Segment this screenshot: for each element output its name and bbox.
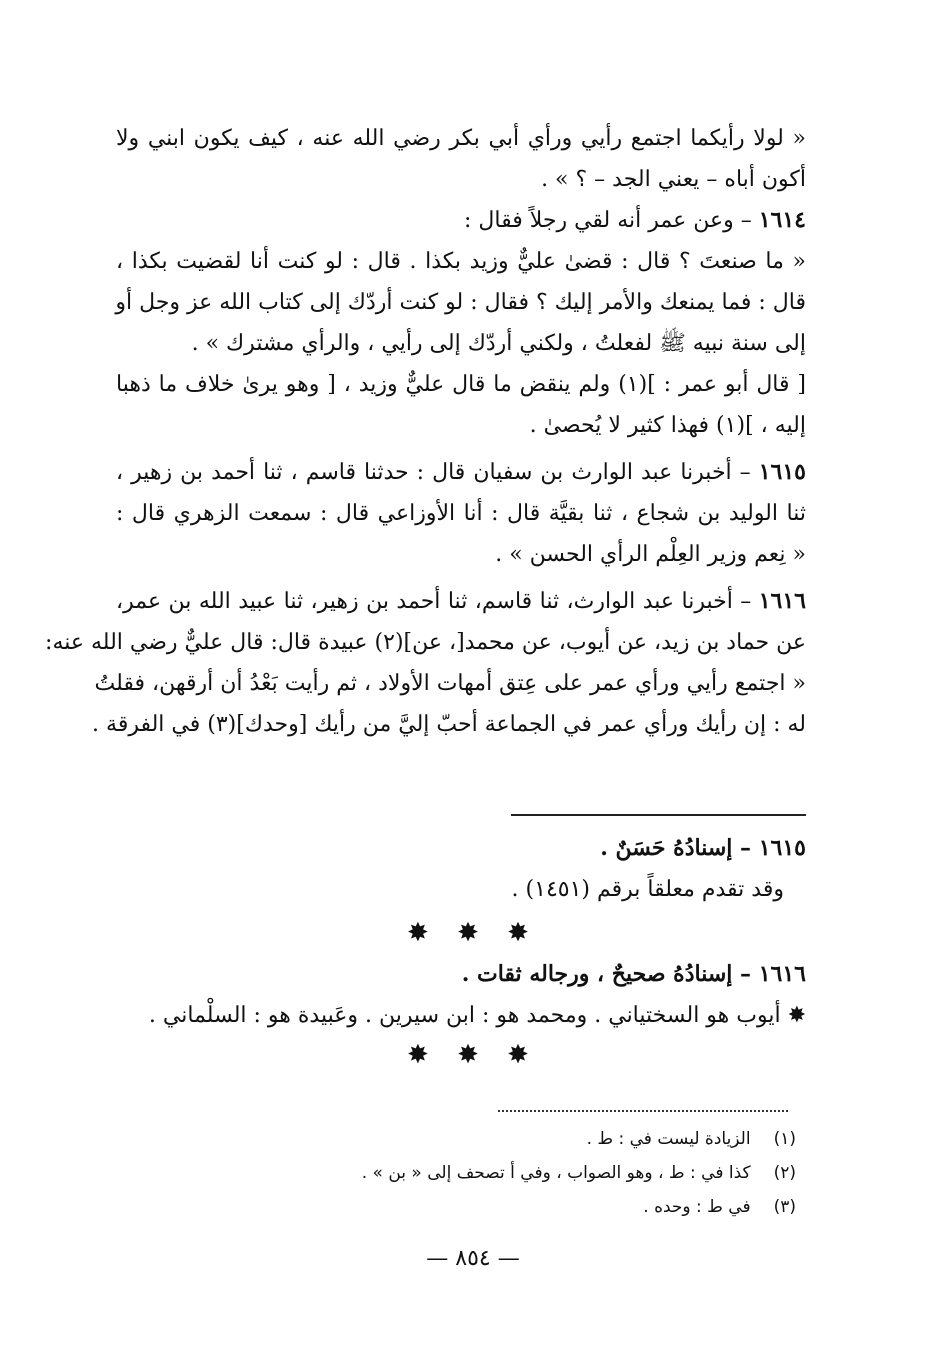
commentary-note: وقد تقدم معلقاً برقم (١٤٥١) . [511,877,784,902]
text-line: ثنا الوليد بن شجاع ، ثنا بقيَّة قال : أنا الأوزاعي قال : سمعت الزهري قال : [116,501,806,526]
grading-text: – إسنادُهُ صحيحٌ ، ورجاله ثقات . [461,961,752,987]
grading-text: – إسنادُهُ حَسَنٌ . [600,835,752,861]
footnote-text: في ط : وحده . [643,1197,751,1217]
hadith-number: ١٦١٥ [758,459,806,485]
text-line: عن حماد بن زيد، عن أيوب، عن محمد[، عن](٢) عبيدة قال: قال عليٌّ رضي الله عنه: [45,630,806,655]
footnote-text: الزيادة ليست في : ط . [586,1129,751,1149]
footnote-text: كذا في : ط ، وهو الصواب ، وفي أ تصحف إلى « بن » . [361,1163,751,1183]
commentary-note: ✸ أيوب هو السختياني . ومحمد هو : ابن سيرين . وعَبيدة هو : السلْماني . [148,1003,806,1028]
footnote [156,1122,796,1156]
text-line: أكون أباه – يعني الجد – ؟ » . [541,167,806,192]
hadith-1614-heading [116,200,806,241]
hadith-intro: – أخبرنا عبد الوارث، ثنا قاسم، ثنا أحمد بن زهير، ثنا عبيد الله بن عمر، [116,589,752,614]
text-line: « نِعم وزير العِلْم الرأي الحسن » . [495,542,806,567]
hadith-1615-heading [116,452,806,493]
commentary-2 [116,954,806,1036]
footnote-number: (١) [773,1129,796,1149]
text-line: « اجتمع رأيي ورأي عمر على عِتق أمهات الأولاد ، ثم رأيت بَعْدُ أن أرقهن، فقلتُ [94,671,806,696]
separator-rule [511,814,806,816]
text-line: إلى سنة نبيه ﷺ لفعلتُ ، ولكني أردّك إلى رأيي ، والرأي مشترك » . [191,331,806,356]
hadith-number: ١٦١٤ [758,207,806,233]
hadith-1616-heading [116,581,806,622]
commentary [116,828,806,910]
main-text [45,118,806,745]
footnote-separator [498,1110,788,1112]
text-line: له : إن رأيك ورأي عمر في الجماعة أحبّ إليَّ من رأيك [وحدك](٣) في الفرقة . [92,712,806,737]
footnote-number: (٣) [773,1197,796,1217]
commentary-1616-heading [116,954,806,995]
page-number: — ٨٥٤ — [426,1246,520,1271]
text-line: « لولا رأيكما اجتمع رأيي ورأي أبي بكر رضي الله عنه ، كيف يكون ابني ولا [116,126,806,151]
commentary-1615-heading [116,828,806,869]
hadith-number: ١٦١٦ [758,588,806,614]
hadith-intro: – وعن عمر أنه لقي رجلاً فقال : [464,208,752,233]
stars-divider: ✸ ✸ ✸ [407,918,539,948]
text-line: قال : فما يمنعك والأمر إليك ؟ فقال : لو كنت أردّك إلى كتاب الله عز وجل أو [115,290,806,315]
hadith-intro: – أخبرنا عبد الوارث بن سفيان قال : حدثنا قاسم ، ثنا أحمد بن زهير ، [116,460,751,485]
text-line: [ قال أبو عمر : ](١) ولم ينقض ما قال عليٌّ وزيد ، [ وهو يرىٰ خلاف ما ذهبا [116,372,806,397]
footnote-number: (٢) [773,1163,796,1183]
hadith-number: ١٦١٦ [758,961,806,987]
footnote [156,1190,796,1224]
footnote [156,1156,796,1190]
hadith-number: ١٦١٥ [758,835,806,861]
stars-divider: ✸ ✸ ✸ [407,1040,539,1070]
text-line: « ما صنعتَ ؟ قال : قضىٰ عليٌّ وزيد بكذا . قال : لو كنت أنا لقضيت بكذا ، [116,249,806,274]
text-line: إليه ، ](١) فهذا كثير لا يُحصىٰ . [529,413,806,438]
